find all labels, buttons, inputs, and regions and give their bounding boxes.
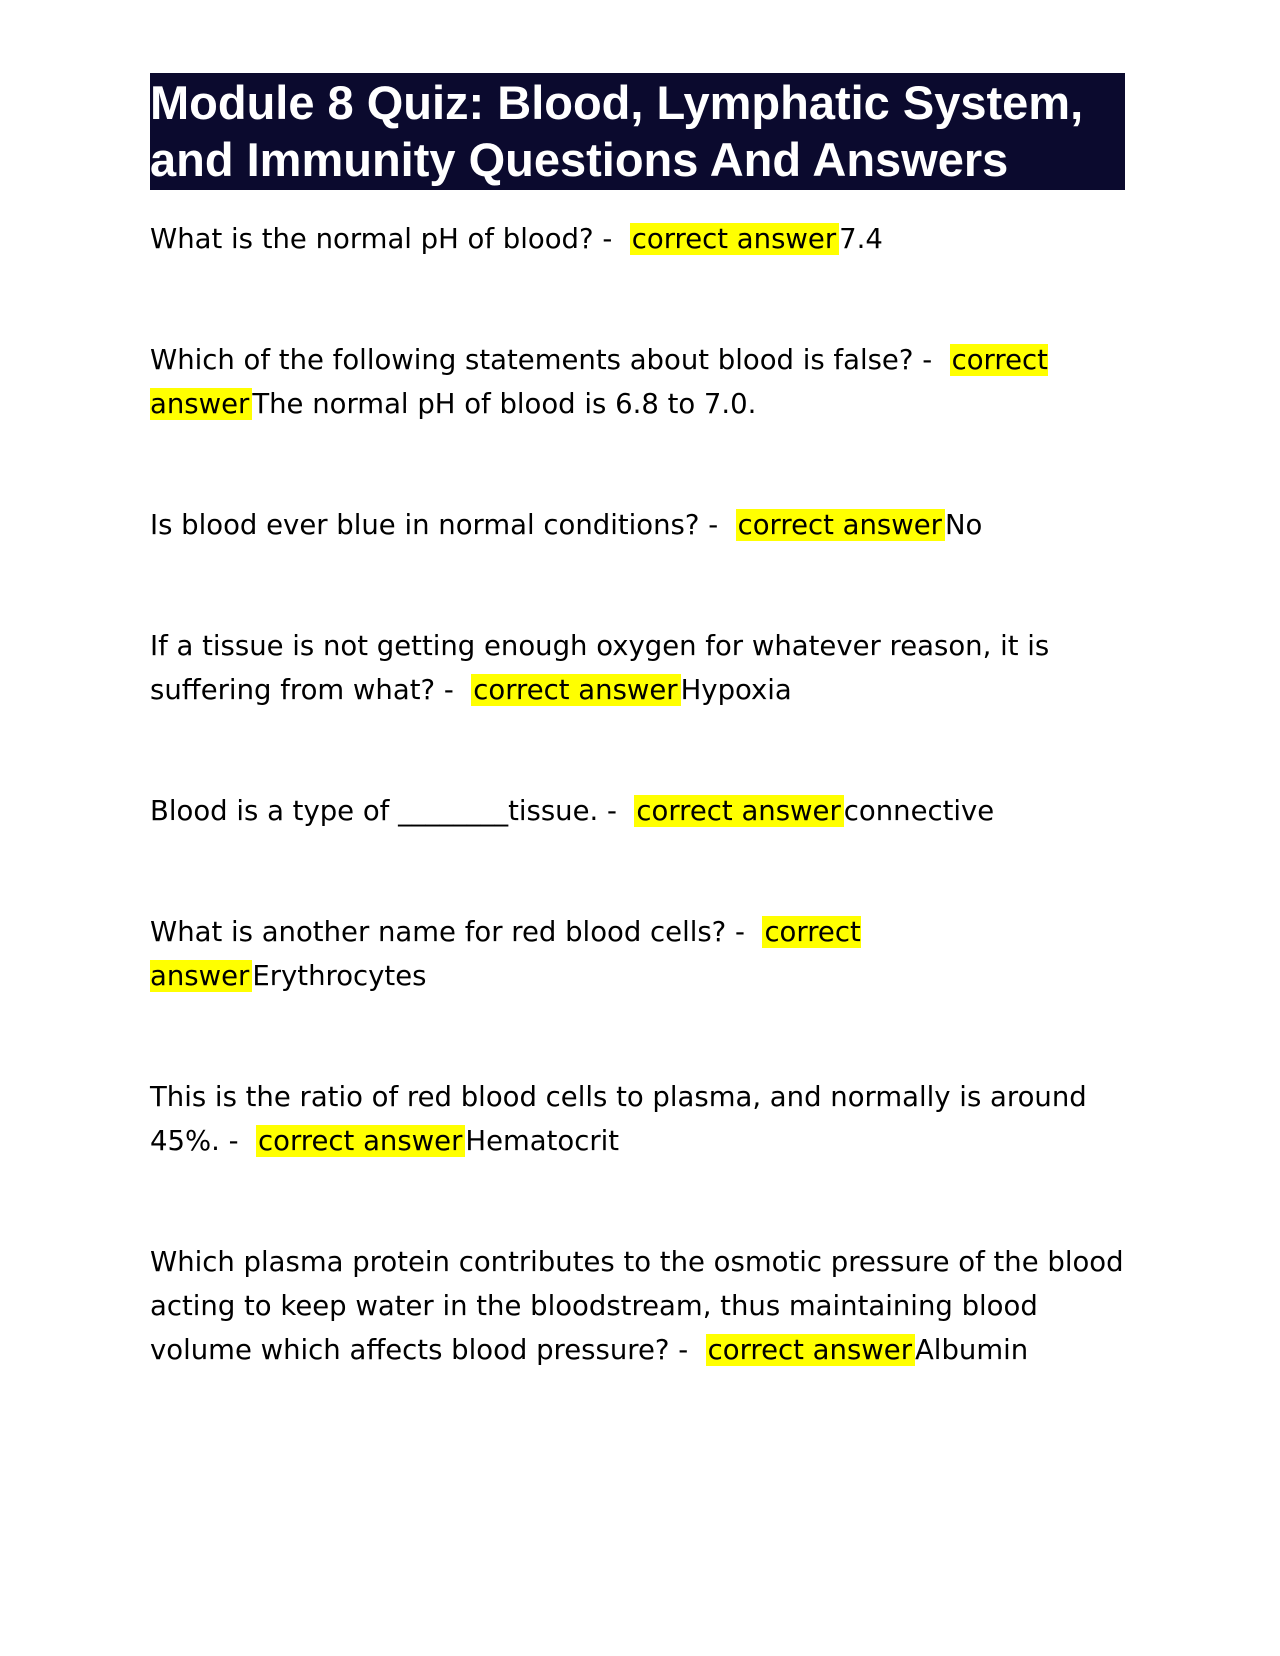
qa-item bbox=[150, 338, 1125, 426]
question-text: Blood is a type of ________tissue. bbox=[150, 795, 599, 827]
question-text: Which plasma protein contributes to the osmotic pressure of the blood acting to keep water in the bloodstream, thus maintaining blood volume which affects blood pressure? bbox=[150, 1246, 1124, 1366]
answer-marker: correct answer bbox=[150, 344, 1048, 420]
question-text: What is another name for red blood cells? bbox=[150, 916, 727, 948]
qa-item bbox=[150, 910, 1125, 998]
qa-item bbox=[150, 217, 1125, 261]
separator: - bbox=[913, 344, 941, 376]
answer-text: Erythrocytes bbox=[252, 960, 427, 992]
separator: - bbox=[598, 795, 626, 827]
qa-item bbox=[150, 1240, 1125, 1372]
separator: - bbox=[699, 509, 727, 541]
qa-list bbox=[150, 217, 1125, 1372]
answer-text: connective bbox=[843, 795, 995, 827]
answer-text: No bbox=[944, 509, 983, 541]
answer-text: The normal pH of blood is 6.8 to 7.0. bbox=[252, 388, 757, 420]
qa-item bbox=[150, 1075, 1125, 1163]
separator: - bbox=[593, 223, 622, 255]
separator: - bbox=[669, 1334, 697, 1366]
answer-marker: correct answer bbox=[150, 916, 861, 992]
answer-text: Hypoxia bbox=[680, 674, 792, 706]
answer-text: Hematocrit bbox=[465, 1125, 620, 1157]
answer-text: 7.4 bbox=[839, 223, 883, 255]
qa-item bbox=[150, 789, 1125, 833]
answer-marker: correct answer bbox=[634, 795, 843, 827]
document-page bbox=[150, 73, 1125, 1372]
answer-marker: correct answer bbox=[471, 674, 680, 706]
separator: - bbox=[219, 1125, 248, 1157]
question-text: Is blood ever blue in normal conditions? bbox=[150, 509, 700, 541]
answer-text: Albumin bbox=[915, 1334, 1029, 1366]
answer-marker: correct answer bbox=[736, 509, 945, 541]
answer-marker: correct answer bbox=[256, 1125, 465, 1157]
answer-marker: correct answer bbox=[706, 1334, 915, 1366]
qa-item bbox=[150, 503, 1125, 547]
question-text: If a tissue is not getting enough oxygen for whatever reason, it is suffering from what? bbox=[150, 630, 1050, 706]
question-text: Which of the following statements about blood is false? bbox=[150, 344, 914, 376]
separator: - bbox=[435, 674, 463, 706]
document-title: Module 8 Quiz: Blood, Lymphatic System, and Immunity Questions And Answers bbox=[150, 73, 1125, 190]
separator: - bbox=[726, 916, 754, 948]
question-text: What is the normal pH of blood? bbox=[150, 223, 594, 255]
qa-item bbox=[150, 624, 1125, 712]
question-text: This is the ratio of red blood cells to plasma, and normally is around 45%. bbox=[150, 1081, 1087, 1157]
answer-marker: correct answer bbox=[630, 223, 839, 255]
